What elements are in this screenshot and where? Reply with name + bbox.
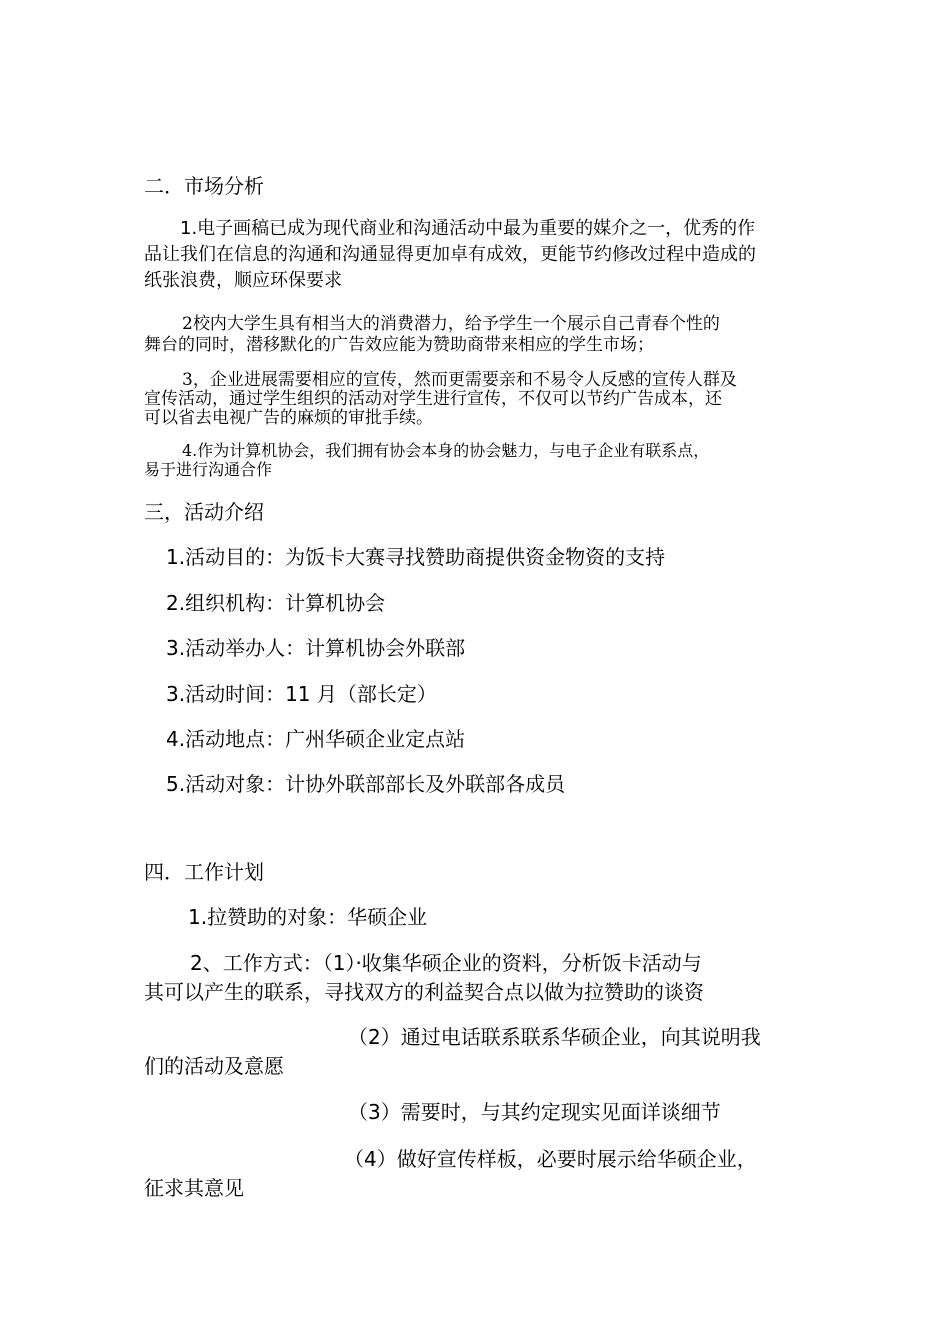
paragraph-number: 2 [182,314,193,334]
list-item: 3.活动时间：11 月（部长定） [166,682,437,706]
paragraph-line: 易于进行沟通合作 [144,460,273,479]
section-heading-market-analysis: 二．市场分析 [144,174,264,198]
list-item: 1.活动目的：为饭卡大赛寻找赞助商提供资金物资的支持 [166,545,666,569]
paragraph-line: 纸张浪费，顺应环保要求 [144,270,342,291]
paragraph-line: 3，企业进展需要相应的宣传，然而更需要亲和不易令人反感的宣传人群及 [182,370,737,390]
paragraph-line: 征求其意见 [144,1176,244,1200]
paragraph-line: 宣传活动，通过学生组织的活动对学生进行宣传，不仅可以节约广告成本，还 [144,389,722,409]
section-heading-activity-intro: 三，活动介绍 [144,500,264,524]
work-plan-target: 1.拉赞助的对象：华硕企业 [188,905,428,929]
list-item: 5.活动对象：计协外联部部长及外联部各成员 [166,772,566,796]
work-plan-step-3: （3）需要时，与其约定现实见面详谈细节 [348,1100,721,1124]
paragraph-line: 其可以产生的联系，寻找双方的利益契合点以做为拉赞助的谈资 [144,980,704,1004]
paragraph-line: 们的活动及意愿 [144,1054,284,1078]
paragraph-line: 1.电子画稿已成为现代商业和沟通活动中最为重要的媒介之一，优秀的作 [180,218,756,239]
list-item: 4.活动地点：广州华硕企业定点站 [166,727,466,751]
paragraph-line: 可以省去电视广告的麻烦的审批手续。 [144,408,433,428]
paragraph-line: 品让我们在信息的沟通和沟通显得更加卓有成效，更能节约修改过程中造成的 [144,244,756,265]
section-heading-work-plan: 四．工作计划 [144,860,264,884]
paragraph-line: 2、工作方式：（1）·收集华硕企业的资料，分析饭卡活动与 [190,951,702,975]
paragraph-line: 舞台的同时，潜移默化的广告效应能为赞助商带来相应的学生市场； [144,335,654,355]
paragraph-line: 4.作为计算机协会，我们拥有协会本身的协会魅力，与电子企业有联系点， [182,441,710,460]
paragraph-line: （2）通过电话联系联系华硕企业，向其说明我 [348,1025,761,1049]
list-item: 3.活动举办人：计算机协会外联部 [166,636,466,660]
paragraph-text: ，给予学生一个展示自己青春个性的 [447,314,720,334]
paragraph-emphasis: 校内大学生具有相当大的消费潜力 [192,314,448,334]
paragraph-line: （4）做好宣传样板，必要时展示给华硕企业， [344,1147,757,1171]
list-item: 2.组织机构：计算机协会 [166,591,386,615]
